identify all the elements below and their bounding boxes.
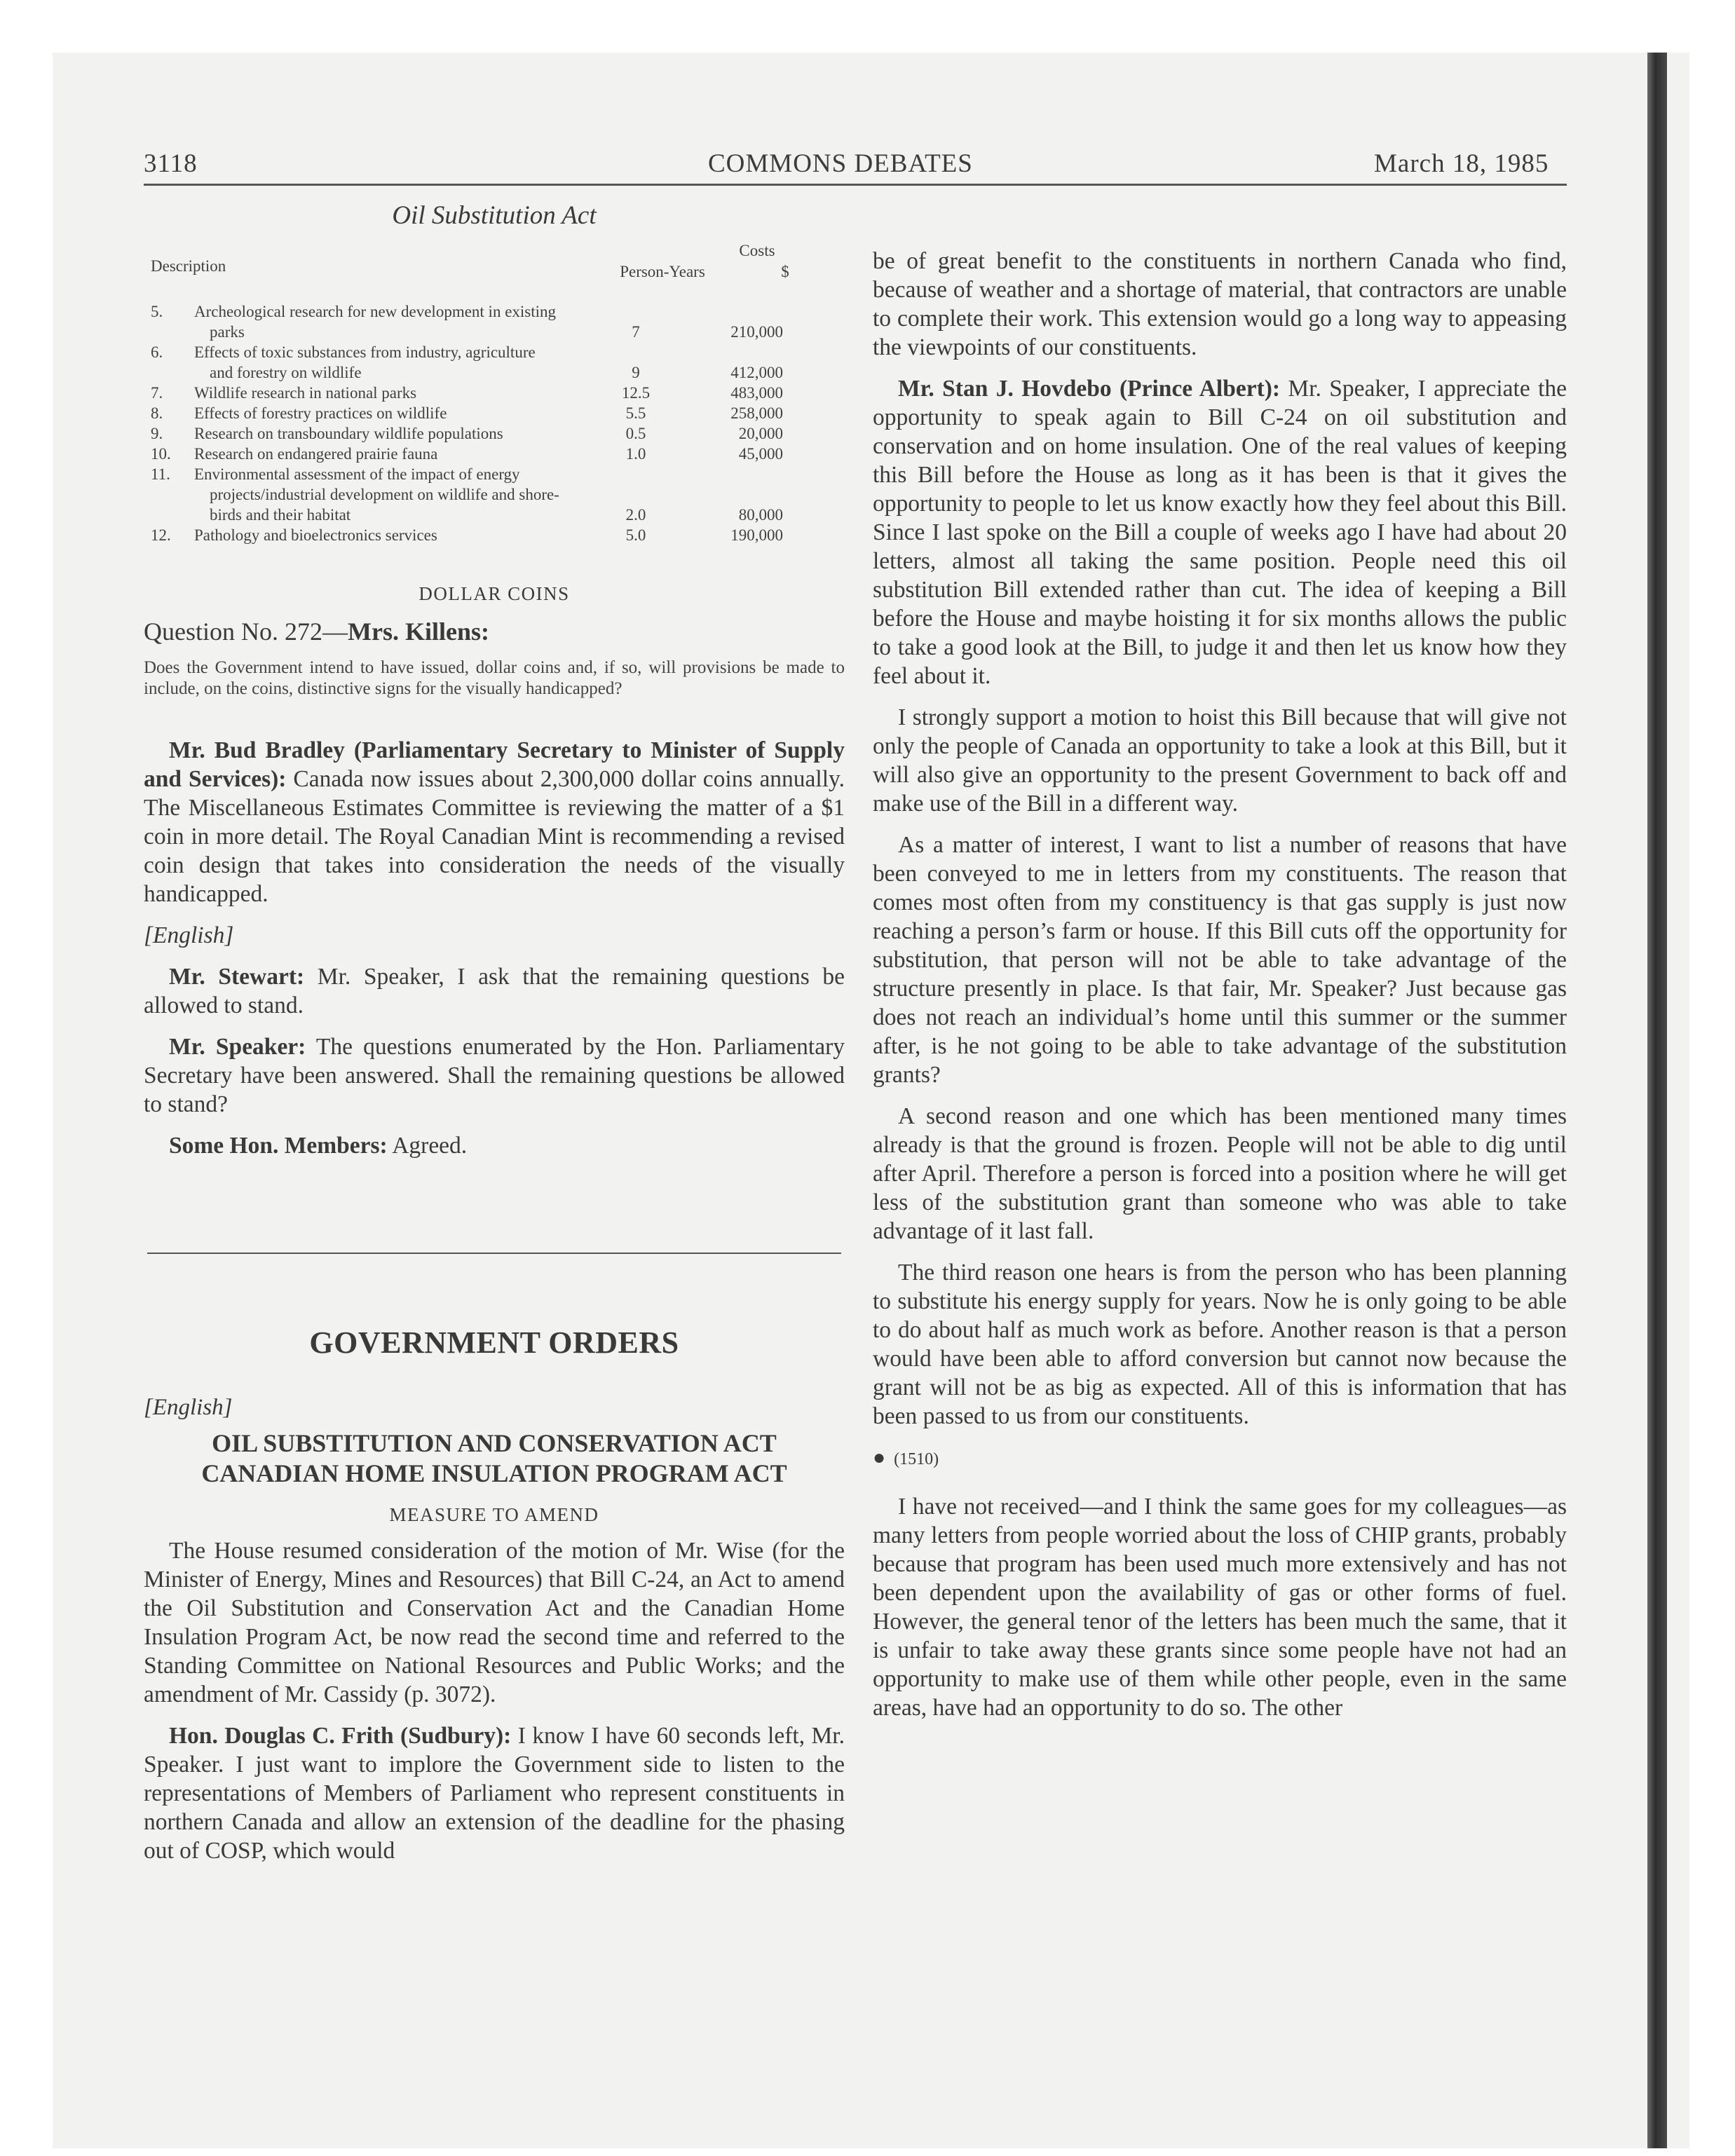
section-divider <box>147 1253 841 1254</box>
cost-table <box>151 301 783 545</box>
col-description: Description <box>151 257 226 275</box>
paragraph-third-reason: The third reason one hears is from the person who has been planning to substitute his energy supply for years. Now he is only going to be able to do about half as much work as before. Another reason is that a person would have been able to afford conversion but cannot now because the grant will not be as big as expected. All of this is information that has been passed to us from our constituents. <box>873 1260 1567 1429</box>
row-description <box>194 423 587 444</box>
table-row <box>151 301 783 342</box>
right-column-text <box>873 247 1567 1735</box>
row-person-years: 5.5 <box>625 404 646 422</box>
row-number: 8. <box>151 404 163 422</box>
table-row <box>151 403 783 423</box>
speaker-stewart: Mr. Stewart: <box>169 964 305 990</box>
bullet-icon: ● <box>873 1446 886 1469</box>
description-line: Effects of forestry practices on wildlife <box>194 404 447 422</box>
question-heading <box>144 617 489 646</box>
description-line: Archeological research for new development in existing <box>194 303 557 320</box>
paragraph-chip-grants: I have not received—and I think the same goes for my colleagues—as many letters from people worried about the loss of CHIP grants, probably because that program has been used much more extensively and has not been dependent upon the availability of gas or other forms of fuel. However, the general tenor of the letters has been much the same, that it is unfair to take away these grants since some people have not had an opportunity to make use of them while other people, even in the same areas, have had an opportunity to do so. The other <box>873 1494 1567 1721</box>
row-number: 9. <box>151 425 163 442</box>
table-title: Oil Substitution Act <box>392 201 597 230</box>
description-line: parks <box>210 323 245 341</box>
speaker-paragraph: Mr. Speaker: The questions enumerated by the Hon. Parliamentary Secretary have been answered. Shall the remaining questions be allowed to stand? <box>144 1034 845 1117</box>
row-description <box>194 403 587 423</box>
row-person-years: 2.0 <box>625 506 646 524</box>
row-description <box>194 444 587 464</box>
row-number: 7. <box>151 384 163 402</box>
speaker-bradley: Mr. Bud Bradley (Parliamentary Secretary to Minister of Supply and Services): <box>144 737 845 792</box>
row-person-years: 5.0 <box>625 526 646 544</box>
row-amount: 20,000 <box>738 425 783 442</box>
row-number: 12. <box>151 526 171 544</box>
motion-paragraph: The House resumed consideration of the motion of Mr. Wise (for the Minister of Energy, Mines and Resources) that Bill C-24, an Act to amend the Oil Substitution and Conservation Act and the Canadian Home Insulation Program Act, be now read the second time and referred to the Standing Committee on National Resources and Public Works; and the amendment of Mr. Cassidy (p. 3072). <box>144 1538 845 1707</box>
paragraph-frozen-ground: A second reason and one which has been mentioned many times already is that the ground is frozen. People will not be able to dig until after April. Therefore a person is forced into a position where he will get less of the substitution grant than someone who was able to take advantage of it last fall. <box>873 1103 1567 1244</box>
page-number: 3118 <box>144 149 198 178</box>
speaker-frith: Hon. Douglas C. Frith (Sudbury): <box>169 1723 512 1749</box>
language-note: [English] <box>144 922 234 948</box>
question-number: Question No. 272— <box>144 618 348 646</box>
paragraph-reasons: As a matter of interest, I want to list a number of reasons that have been conveyed to me in letters from my constituents. The reason that comes most often from my constituency is that gas supply is just now reaching a person’s farm or house. If this Bill cuts off the opportunity for substitution, that person will not be able to take advantage of the structure presently in place. Is that fair, Mr. Speaker? Just because gas does not reach an individual’s home until this summer or the summer after, is he not going to be able to take advantage of the substitution grants? <box>873 832 1567 1088</box>
continued-paragraph: be of great benefit to the constituents in northern Canada who find, because of weather and a shortage of material, that contractors are unable to complete their work. This extension would go a long way to appeasing the viewpoints of our constituents. <box>873 248 1567 360</box>
left-column-debate <box>144 1536 845 1878</box>
publication-title: COMMONS DEBATES <box>708 149 973 178</box>
header-rule <box>144 184 1567 186</box>
row-description <box>194 464 587 525</box>
description-line: projects/industrial development on wildlife and shore- <box>210 486 559 503</box>
col-person-years: Person-Years <box>620 263 705 280</box>
row-description <box>194 301 587 342</box>
row-number: 6. <box>151 343 163 361</box>
language-note-2: [English] <box>144 1395 233 1420</box>
question-member: Mrs. Killens: <box>348 618 489 646</box>
act-title-2: CANADIAN HOME INSULATION PROGRAM ACT <box>201 1459 787 1487</box>
frith-paragraph: Hon. Douglas C. Frith (Sudbury): I know I have 60 seconds left, Mr. Speaker. I just want to implore the Government side to listen to the representations of Members of Parliament who represent constituents in northern Canada and allow an extension of the deadline for the phasing out of COSP, which would <box>144 1723 845 1864</box>
description-line: Research on endangered prairie fauna <box>194 445 438 463</box>
row-number: 10. <box>151 445 171 463</box>
description-line: birds and their habitat <box>210 506 351 524</box>
act-title-1: OIL SUBSTITUTION AND CONSERVATION ACT <box>212 1429 777 1457</box>
paragraph-hoist: I strongly support a motion to hoist this Bill because that will give not only the people of Canada an opportunity to take a look at this Bill, but it will also give an opportunity to the present Government to back off and make use of the Bill in a different way. <box>873 704 1567 817</box>
row-amount: 483,000 <box>730 384 783 402</box>
row-amount: 210,000 <box>730 323 783 341</box>
speaker-members: Some Hon. Members: <box>169 1133 388 1159</box>
description-line: Effects of toxic substances from industry, agriculture <box>194 343 536 361</box>
row-person-years: 9 <box>632 364 640 381</box>
row-amount: 80,000 <box>738 506 783 524</box>
table-row <box>151 525 783 545</box>
scan-edge <box>1647 53 1667 2148</box>
speaker-mr-speaker: Mr. Speaker: <box>169 1034 306 1060</box>
row-amount: 190,000 <box>730 526 783 544</box>
members-paragraph: Some Hon. Members: Agreed. <box>169 1133 468 1159</box>
table-row <box>151 464 783 525</box>
section-heading-dollar-coins: DOLLAR COINS <box>419 583 570 604</box>
col-costs: Costs <box>739 242 775 259</box>
bradley-paragraph: Mr. Bud Bradley (Parliamentary Secretary to Minister of Supply and Services): Canada now issues about 2,300,000 dollar coins annually. The Miscellaneous Estimates Committee is reviewing the matter of a $1 coin in more detail. The Royal Canadian Mint is recommending a revised coin design that takes into consideration the needs of the visually handicapped. <box>144 737 845 907</box>
row-person-years: 12.5 <box>621 384 651 402</box>
row-description <box>194 383 587 403</box>
row-person-years: 1.0 <box>625 445 646 463</box>
measure-heading: MEASURE TO AMEND <box>389 1504 599 1525</box>
row-person-years: 7 <box>632 323 640 341</box>
row-number: 5. <box>151 303 163 320</box>
question-text: Does the Government intend to have issued, dollar coins and, if so, will provisions be made to include, on the coins, distinctive signs for the visually handicapped? <box>144 658 845 698</box>
row-description <box>194 342 587 383</box>
row-person-years: 0.5 <box>625 425 646 442</box>
speaker-hovdebo: Mr. Stan J. Hovdebo (Prince Albert): <box>898 376 1281 402</box>
table-row <box>151 342 783 383</box>
left-column-text <box>144 736 845 1173</box>
table-row <box>151 383 783 403</box>
description-line: Pathology and bioelectronics services <box>194 526 437 544</box>
row-amount: 412,000 <box>730 364 783 381</box>
row-amount: 45,000 <box>738 445 783 463</box>
description-line: Wildlife research in national parks <box>194 384 417 402</box>
time-marker: ● (1510) <box>873 1446 939 1469</box>
hovdebo-paragraph: Mr. Stan J. Hovdebo (Prince Albert): Mr. Speaker, I appreciate the opportunity to speak again to Bill C-24 on oil substitution and conservation and on home insulation. One of the real values of keeping this Bill before the House as long as it has been is that it gives the opportunity to people to let us know exactly how they feel about this Bill. Since I last spoke on the Bill a couple of weeks ago I have had about 20 letters, almost all taking the same position. People need this oil substitution Bill extended rather than cut. The idea of keeping a Bill before the House and maybe hoisting it for six months allows the public to take a good look at the Bill, to judge it and then let us know how they feel about it. <box>873 376 1567 689</box>
table-row <box>151 444 783 464</box>
table-row <box>151 423 783 444</box>
row-amount: 258,000 <box>730 404 783 422</box>
description-line: Research on transboundary wildlife populations <box>194 425 503 442</box>
description-line: Environmental assessment of the impact of energy <box>194 465 520 483</box>
row-number: 11. <box>151 465 170 483</box>
description-line: and forestry on wildlife <box>210 364 362 381</box>
government-orders-heading: GOVERNMENT ORDERS <box>309 1325 679 1360</box>
row-description <box>194 525 587 545</box>
stewart-paragraph: Mr. Stewart: Mr. Speaker, I ask that the remaining questions be allowed to stand. <box>144 964 845 1018</box>
col-dollars: $ <box>781 263 789 280</box>
page-date: March 18, 1985 <box>1374 149 1549 178</box>
